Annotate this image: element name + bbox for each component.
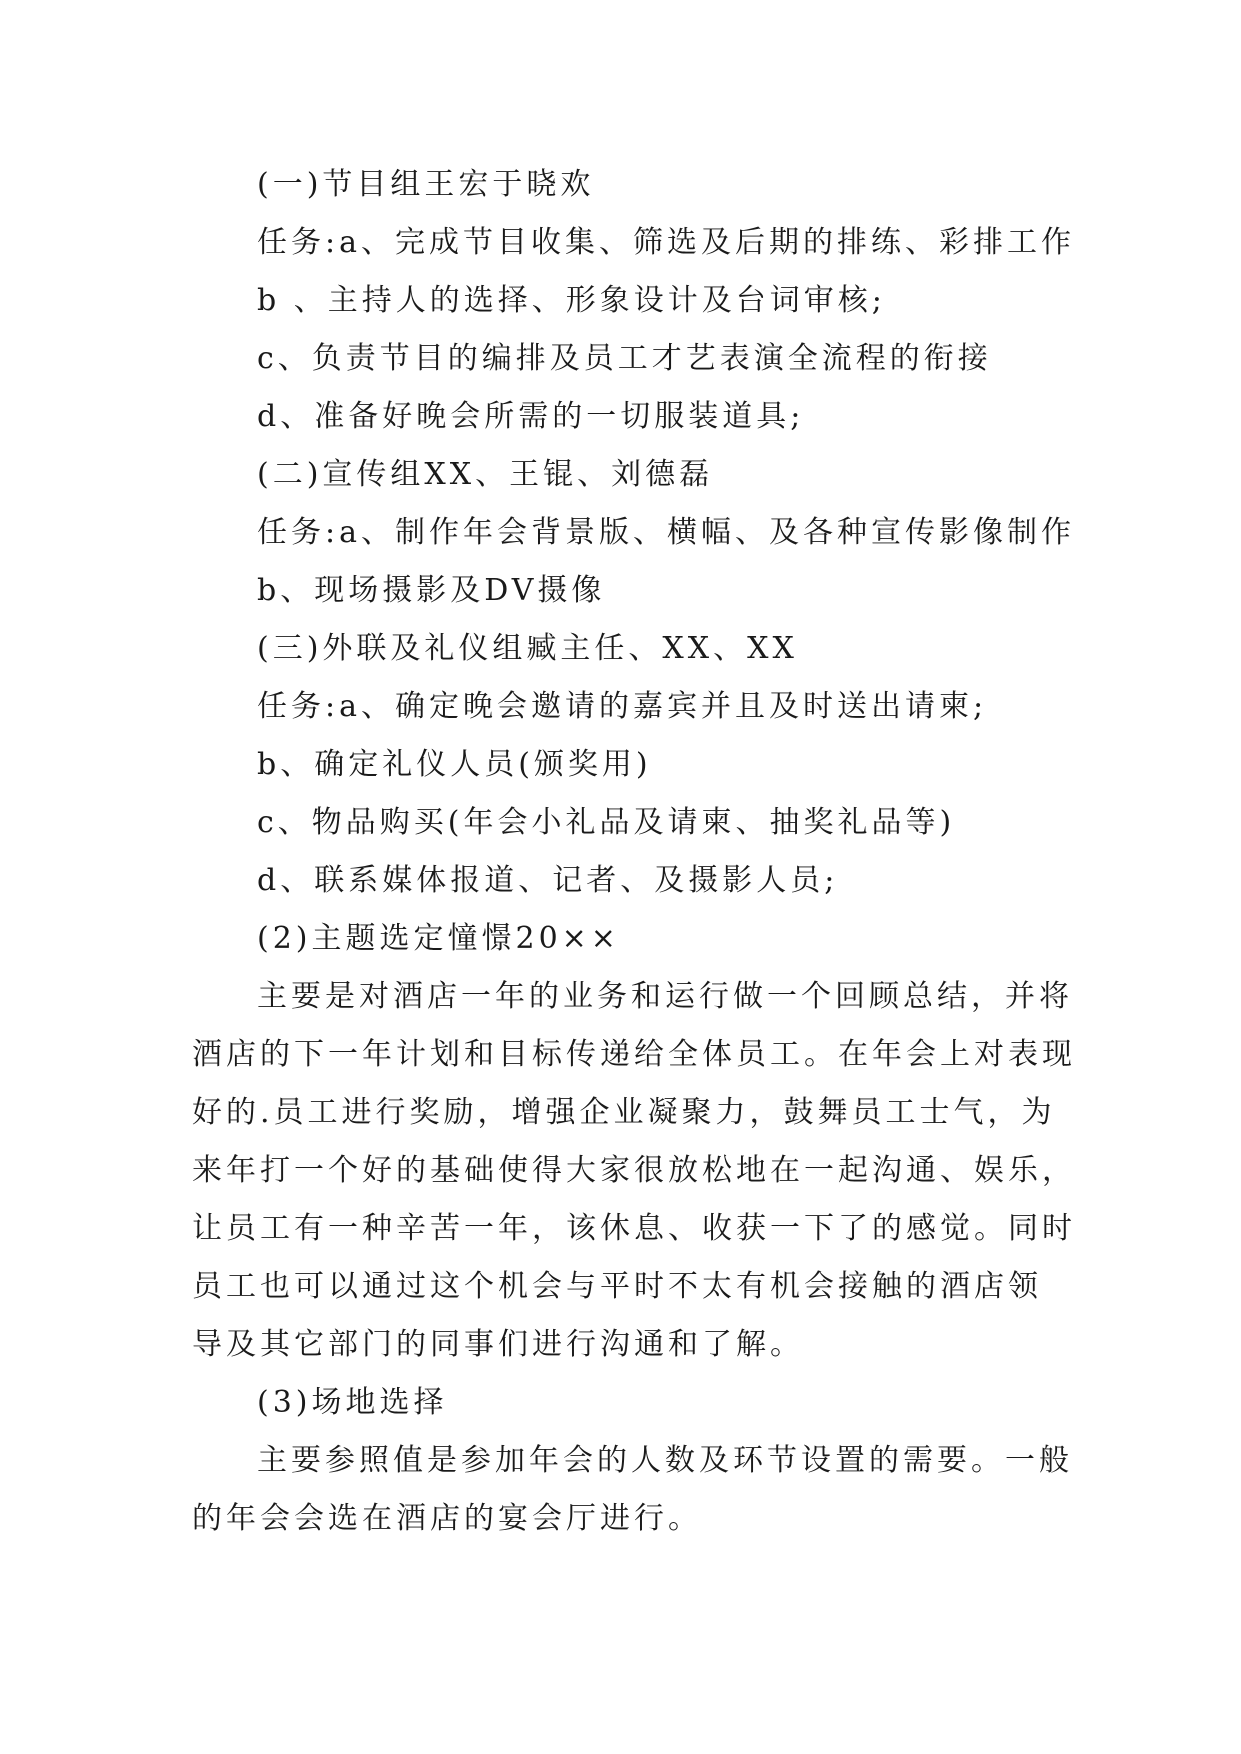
paragraph-line: 酒店的下一年计划和目标传递给全体员工。在年会上对表现 — [192, 1037, 1076, 1072]
list-item: 任务:a、完成节目收集、筛选及后期的排练、彩排工作 — [257, 225, 1075, 260]
paragraph-line: 主要参照值是参加年会的人数及环节设置的需要。一般 — [257, 1443, 1073, 1478]
section-heading-theme: (2)主题选定憧憬20×× — [257, 921, 620, 956]
section-heading-program-group: (一)节目组王宏于晓欢 — [257, 167, 595, 202]
paragraph-line: 的年会会选在酒店的宴会厅进行。 — [192, 1501, 702, 1536]
paragraph-line: 让员工有一种辛苦一年，该休息、收获一下了的感觉。同时 — [192, 1211, 1076, 1246]
list-item: d、准备好晚会所需的一切服装道具; — [257, 399, 805, 434]
paragraph-line: 员工也可以通过这个机会与平时不太有机会接触的酒店领 — [192, 1269, 1042, 1304]
section-heading-venue: (3)场地选择 — [257, 1385, 448, 1420]
section-heading-publicity-group: (二)宣传组XX、王锟、刘德磊 — [257, 457, 714, 492]
paragraph-line: 主要是对酒店一年的业务和运行做一个回顾总结，并将 — [257, 979, 1073, 1014]
paragraph-line: 好的.员工进行奖励，增强企业凝聚力，鼓舞员工士气，为 — [192, 1095, 1056, 1130]
list-item: c、物品购买(年会小礼品及请柬、抽奖礼品等) — [257, 805, 956, 840]
list-item: b 、主持人的选择、形象设计及台词审核; — [257, 283, 886, 318]
list-item: 任务:a、确定晚会邀请的嘉宾并且及时送出请柬; — [257, 689, 988, 724]
list-item: b、现场摄影及DV摄像 — [257, 573, 606, 608]
paragraph-line: 来年打一个好的基础使得大家很放松地在一起沟通、娱乐， — [192, 1153, 1076, 1188]
list-item: 任务:a、制作年会背景版、横幅、及各种宣传影像制作 — [257, 515, 1075, 550]
list-item: d、联系媒体报道、记者、及摄影人员; — [257, 863, 839, 898]
section-heading-liaison-group: (三)外联及礼仪组臧主任、XX、XX — [257, 631, 798, 666]
paragraph-line: 导及其它部门的同事们进行沟通和了解。 — [192, 1327, 804, 1362]
list-item: b、确定礼仪人员(颁奖用) — [257, 747, 652, 782]
list-item: c、负责节目的编排及员工才艺表演全流程的衔接 — [257, 341, 992, 376]
